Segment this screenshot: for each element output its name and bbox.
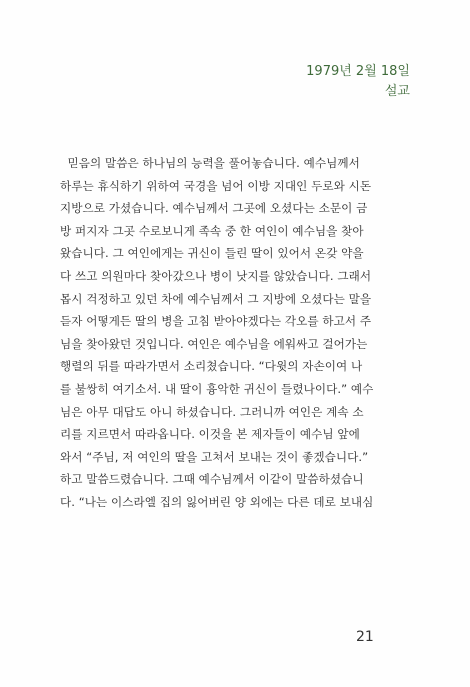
text-line: 방 퍼지자 그곳 수로보니게 족속 중 한 여인이 예수님을 찾아 (60, 223, 364, 238)
text-line: 왔습니다. 그 여인에게는 귀신이 들린 딸이 있어서 온갖 약을 (60, 246, 364, 261)
text-line: 를 불쌍히 여기소서. 내 딸이 흉악한 귀신이 들렸나이다.” 예수 (60, 381, 374, 396)
text-line: 님을 찾아왔던 것입니다. 여인은 예수님을 에워싸고 걸어가는 (60, 336, 368, 351)
text-line: 믿음의 말씀은 하나님의 능력을 풀어놓습니다. 예수님께서 (60, 156, 360, 170)
sermon-date: 1979년 2월 18일 (306, 64, 410, 79)
text-line: 지방으로 가셨습니다. 예수님께서 그곳에 오셨다는 소문이 금 (60, 201, 368, 216)
text-line: 다 쓰고 의원마다 찾아갔으나 병이 낫지를 않았습니다. 그래서 (60, 268, 372, 283)
text-line: 몹시 걱정하고 있던 차에 예수님께서 그 지방에 오셨다는 말을 (60, 291, 372, 306)
text-line: 와서 “주님, 저 여인의 딸을 고쳐서 보내는 것이 좋겠습니다.” (60, 449, 369, 464)
page-number: 21 (356, 629, 374, 645)
sermon-header (306, 62, 410, 102)
text-line: 리를 지르면서 따라옵니다. 이것을 본 제자들이 예수님 앞에 (60, 427, 360, 442)
text-line: 다. “나는 이스라엘 집의 잃어버린 양 외에는 다른 데로 보내심 (60, 494, 374, 509)
sermon-label: 설교 (384, 84, 410, 99)
text-line: 하고 말씀드렸습니다. 그때 예수님께서 이같이 말씀하셨습니 (60, 472, 364, 487)
text-line: 님은 아무 대답도 아니 하셨습니다. 그러니까 여인은 계속 소 (60, 404, 364, 419)
text-line: 하루는 휴식하기 위하여 국경을 넘어 이방 지대인 두로와 시돈 (60, 178, 372, 193)
body-text (60, 152, 410, 514)
text-line: 듣자 어떻게든 딸의 병을 고침 받아야겠다는 각오를 하고서 주 (60, 314, 372, 329)
text-line: 행렬의 뒤를 따라가면서 소리쳤습니다. “다윗의 자손이여 나 (60, 359, 363, 374)
